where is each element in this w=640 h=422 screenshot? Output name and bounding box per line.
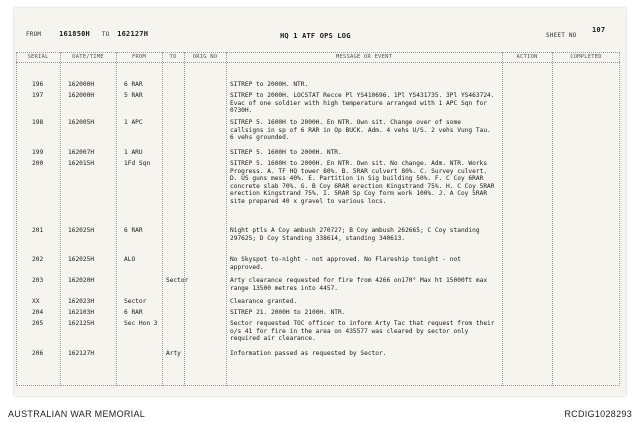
log-table: [16, 52, 620, 386]
sheet-label: SHEET NO: [546, 32, 577, 39]
col-from: FROM: [131, 54, 147, 60]
log-title: HQ 1 ATF OPS LOG: [280, 32, 351, 40]
serial-cell: 206: [32, 350, 44, 357]
document-id: RCDIG1028293: [564, 409, 632, 419]
to-cell: Sector: [166, 277, 189, 284]
datetime-cell: 162015H: [68, 160, 95, 167]
message-cell: SITREP 21. 2000H to 2100H. NTR.: [230, 309, 346, 316]
datetime-cell: 162023H: [68, 298, 95, 305]
to-cell: Arty: [166, 350, 181, 357]
from-label: FROM: [26, 31, 42, 38]
from-field: [26, 30, 148, 38]
col-orig-no: ORIG NO: [192, 54, 218, 60]
message-cell: Clearance granted.: [230, 298, 298, 305]
datetime-cell: 162007H: [68, 149, 95, 156]
log-sheet: [14, 8, 626, 396]
datetime-cell: 162025H: [68, 256, 95, 263]
to-label: TO: [101, 31, 110, 38]
datetime-cell: 162125H: [68, 320, 95, 327]
archive-credit: AUSTRALIAN WAR MEMORIAL: [8, 409, 146, 419]
serial-cell: 204: [32, 309, 44, 316]
to-value: 162127H: [117, 30, 149, 38]
datetime-cell: 162103H: [68, 309, 95, 316]
message-cell: SITREP to 2000H. NTR.: [230, 81, 309, 88]
message-cell: No Skyspot to-night - not approved. No Flareship tonight - not approved.: [230, 256, 461, 271]
serial-cell: 203: [32, 277, 44, 284]
from-cell: Sector: [124, 298, 147, 305]
serial-cell: 201: [32, 227, 44, 234]
from-cell: 5 RAR: [124, 92, 143, 99]
datetime-cell: 162020H: [68, 277, 95, 284]
datetime-cell: 162000H: [68, 81, 95, 88]
from-cell: 1 ARU: [124, 149, 143, 156]
serial-cell: 198: [32, 119, 44, 126]
datetime-cell: 162000H: [68, 92, 95, 99]
serial-cell: 197: [32, 92, 44, 99]
datetime-cell: 162127H: [68, 350, 95, 357]
from-cell: Sec Hon 3: [124, 320, 158, 327]
col-datetime: DATE/TIME: [72, 54, 104, 60]
from-cell: 6 RAR: [124, 227, 143, 234]
message-cell: SITREP to 2000H. LOCSTAT Recce Pl YS410696. 1Pl YS431735. 3Pl YS463724. Evac of one soldier with high temperature arranged with 1 APC Sqn for 0730H.: [230, 92, 495, 115]
from-value: 161850H: [59, 30, 90, 38]
message-cell: SITREP 5. 1600H to 2000H. NTR.: [230, 149, 342, 156]
serial-cell: XX: [32, 298, 40, 305]
from-cell: 6 RAR: [124, 309, 143, 316]
serial-cell: 199: [32, 149, 44, 156]
from-cell: 1Fd Sqn: [124, 160, 151, 167]
message-cell: Information passed as requested by Sector.: [230, 350, 387, 357]
from-cell: 1 APC: [124, 119, 143, 126]
message-cell: Sector requested TOC officer to inform Arty Tac that request from their o/s 41 for fire in the area on 435577 was cleared by sector only required air clearance.: [230, 320, 495, 343]
serial-cell: 196: [32, 81, 44, 88]
col-completed: COMPLETED: [570, 54, 602, 60]
message-cell: Night ptls A Coy ambush 270727; B Coy ambush 262665; C Coy standing 297625; D Coy Standing 338614, standing 340613.: [230, 227, 480, 242]
col-serial: SERIAL: [27, 54, 49, 60]
message-cell: SITREP 5. 1600H to 2000H. En NTR. Own sit. No change. Adm. NTR. Works Progress. A. TF HQ tower 80%. B. 5RAR culvert 80%. C. Survey culvert. D. US guns mess 40%. E. Partition in Sig building 50%. F. C Coy 6RAR concrete slab 70%. G. B Coy 6RAR erection Kingstrand 75%. H. C Coy 5RAR erection Kingstrand 75%. I. 5RAR Sp Coy form work 100%. J. A Coy 5RAR site prepared 40 x gravel to various locs.: [230, 160, 495, 205]
from-cell: ALO: [124, 256, 136, 263]
datetime-cell: 162025H: [68, 227, 95, 234]
sheet-number-field: [546, 26, 606, 39]
log-title-field: [280, 32, 351, 40]
datetime-cell: 162005H: [68, 119, 95, 126]
serial-cell: 202: [32, 256, 44, 263]
serial-cell: 205: [32, 320, 44, 327]
message-cell: Arty clearance requested for fire from 4266 on170° Max ht 15000ft max range 13500 metres into 4457.: [230, 277, 488, 292]
from-cell: 6 RAR: [124, 81, 143, 88]
serial-cell: 200: [32, 160, 44, 167]
message-cell: SITREP 5. 1600H to 2000H. En NTR. Own sit. Change over of some callsigns in sp of 6 RAR in Op BUCK. Adm. 4 vehs U/S. 2 vehs Vung Tau. 6 vehs grounded.: [230, 119, 491, 142]
col-action: ACTION: [516, 54, 538, 60]
sheet-number: 107: [592, 26, 606, 34]
col-message: MESSAGE OR EVENT: [335, 54, 393, 60]
col-to: TO: [169, 54, 177, 60]
